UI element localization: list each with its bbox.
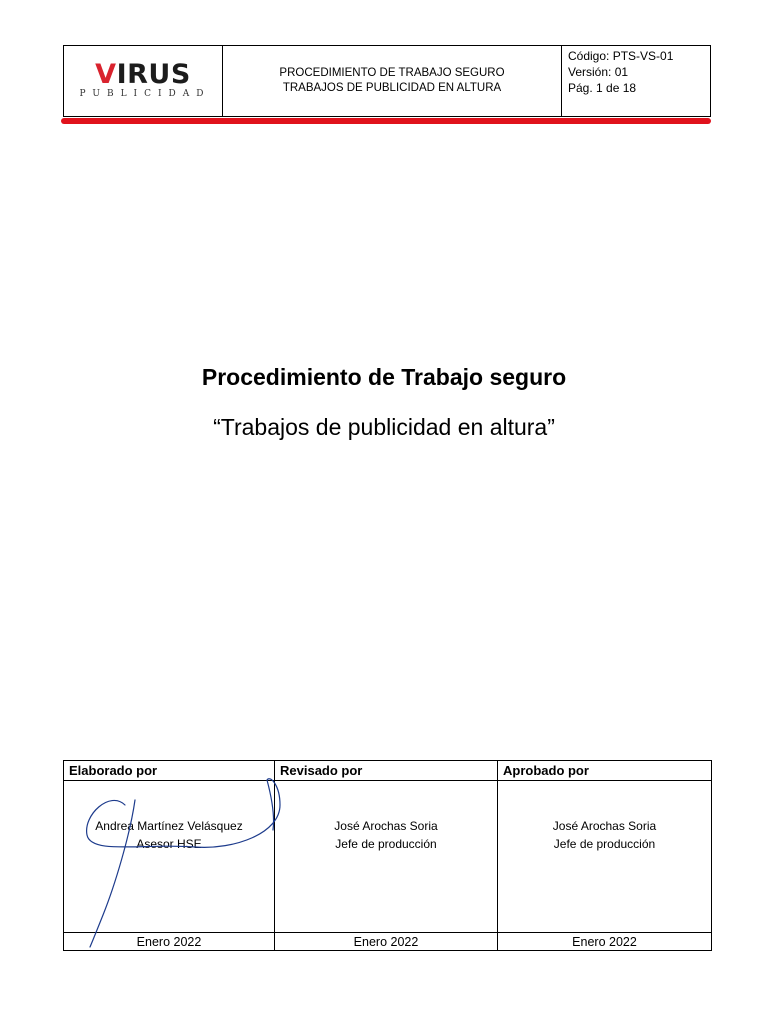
header-title-cell [223, 46, 562, 117]
document-code: Código: PTS-VS-01 [568, 49, 674, 63]
header-divider-bar [61, 118, 711, 124]
elaborado-cell [64, 781, 275, 933]
elaborado-date: Enero 2022 [64, 933, 275, 951]
aprobado-name: José Arochas Soria [552, 819, 657, 833]
aprobado-role: Jefe de producción [553, 837, 656, 851]
aprobado-date: Enero 2022 [498, 933, 712, 951]
document-version: Versión: 01 [568, 65, 629, 79]
aprobado-cell [498, 781, 712, 933]
header-elaborado: Elaborado por [64, 761, 275, 781]
revisado-role: Jefe de producción [335, 837, 437, 851]
elaborado-name: Andrea Martínez Velásquez [95, 819, 243, 833]
header-revisado: Revisado por [275, 761, 498, 781]
document-control-cell [562, 46, 711, 117]
document-subtitle: “Trabajos de publicidad en altura” [213, 414, 555, 440]
page-number: Pág. 1 de 18 [568, 81, 637, 95]
revisado-cell [275, 781, 498, 933]
company-logo: VIRUS PUBLICIDAD [79, 59, 211, 99]
revisado-name: José Arochas Soria [334, 819, 438, 833]
revisado-date: Enero 2022 [275, 933, 498, 951]
header-aprobado: Aprobado por [498, 761, 712, 781]
header-title-line-1: PROCEDIMIENTO DE TRABAJO SEGURO [279, 67, 505, 79]
approval-table [63, 760, 712, 951]
document-header [63, 45, 711, 117]
elaborado-role: Asesor HSE [136, 837, 202, 851]
logo-cell [64, 46, 223, 117]
document-title: Procedimiento de Trabajo seguro [201, 364, 567, 390]
header-title-line-2: TRABAJOS DE PUBLICIDAD EN ALTURA [282, 82, 502, 94]
